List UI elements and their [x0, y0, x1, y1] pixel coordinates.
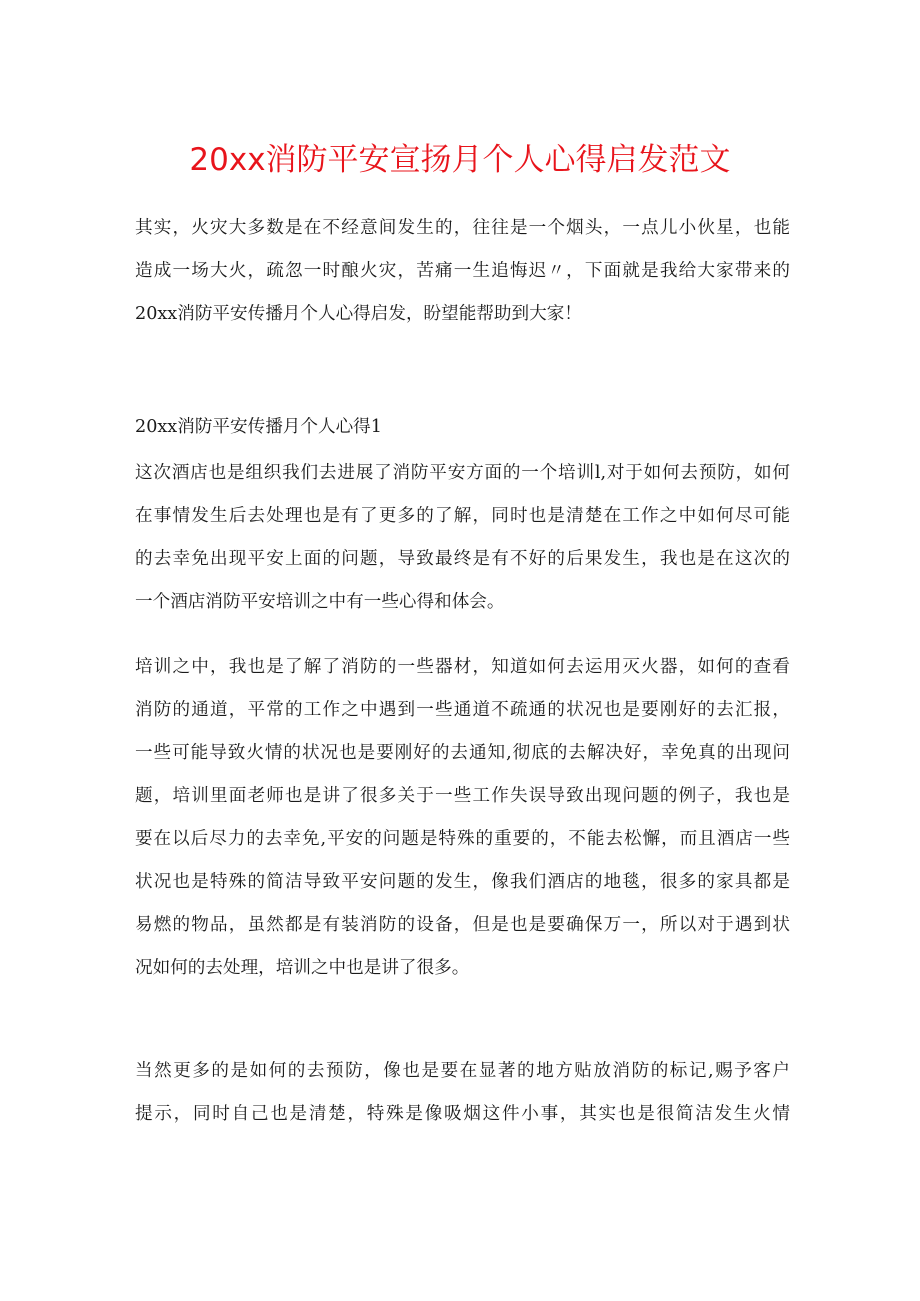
paragraph-line: 要在以后尽力的去幸免,平安的问题是特殊的重要的，不能去松懈，而且酒店一些 — [135, 829, 790, 849]
intro-line: 20xx消防平安传播月个人心得启发，盼望能帮助到大家！ — [135, 304, 582, 324]
paragraph-line: 这次酒店也是组织我们去进展了消防平安方面的一个培训l,对于如何去预防，如何 — [135, 463, 790, 483]
paragraph-line: 易燃的物品，虽然都是有装消防的设备，但是也是要确保万一，所以对于遇到状 — [135, 915, 790, 935]
intro-paragraph — [135, 207, 790, 336]
paragraph-line: 题，培训里面老师也是讲了很多关于一些工作失误导致出现问题的例子，我也是 — [135, 786, 790, 806]
paragraph-line: 当然更多的是如何的去预防，像也是要在显著的地方贴放消防的标记,赐予客户 — [135, 1061, 790, 1081]
body-paragraph-2 — [135, 646, 790, 990]
paragraph-line: 消防的通道，平常的工作之中遇到一些通道不疏通的状况也是要刚好的去汇报， — [135, 700, 790, 720]
intro-line: 其实，火灾大多数是在不经意间发生的，往往是一个烟头，一点儿小伙星，也能 — [135, 218, 790, 238]
paragraph-line: 况如何的去处理，培训之中也是讲了很多。 — [135, 958, 470, 978]
document-title: 20xx消防平安宣扬月个人心得启发范文 — [189, 142, 731, 178]
body-paragraph-1 — [135, 452, 790, 624]
section-heading: 20xx消防平安传播月个人心得1 — [135, 417, 382, 437]
paragraph-line: 培训之中，我也是了解了消防的一些器材，知道如何去运用灭火器，如何的查看 — [135, 657, 790, 677]
paragraph-line: 提示，同时自己也是清楚，特殊是像吸烟这件小事，其实也是很简洁发生火情 — [135, 1104, 790, 1124]
paragraph-line: 一些可能导致火情的状况也是要刚好的去通知,彻底的去解决好，幸免真的出现问 — [135, 743, 790, 763]
paragraph-line: 一个酒店消防平安培训之中有一些心得和体会。 — [135, 592, 505, 612]
paragraph-line: 的去幸免出现平安上面的问题，导致最终是有不好的后果发生，我也是在这次的 — [135, 549, 790, 569]
body-paragraph-3 — [135, 1050, 790, 1136]
paragraph-line: 在事情发生后去处理也是有了更多的了解，同时也是清楚在工作之中如何尽可能 — [135, 506, 790, 526]
intro-line: 造成一场大火，疏忽一时酿火灾，苦痛一生追悔迟〃，下面就是我给大家带来的 — [135, 261, 790, 281]
paragraph-line: 状况也是特殊的简洁导致平安问题的发生，像我们酒店的地毯，很多的家具都是 — [135, 872, 790, 892]
